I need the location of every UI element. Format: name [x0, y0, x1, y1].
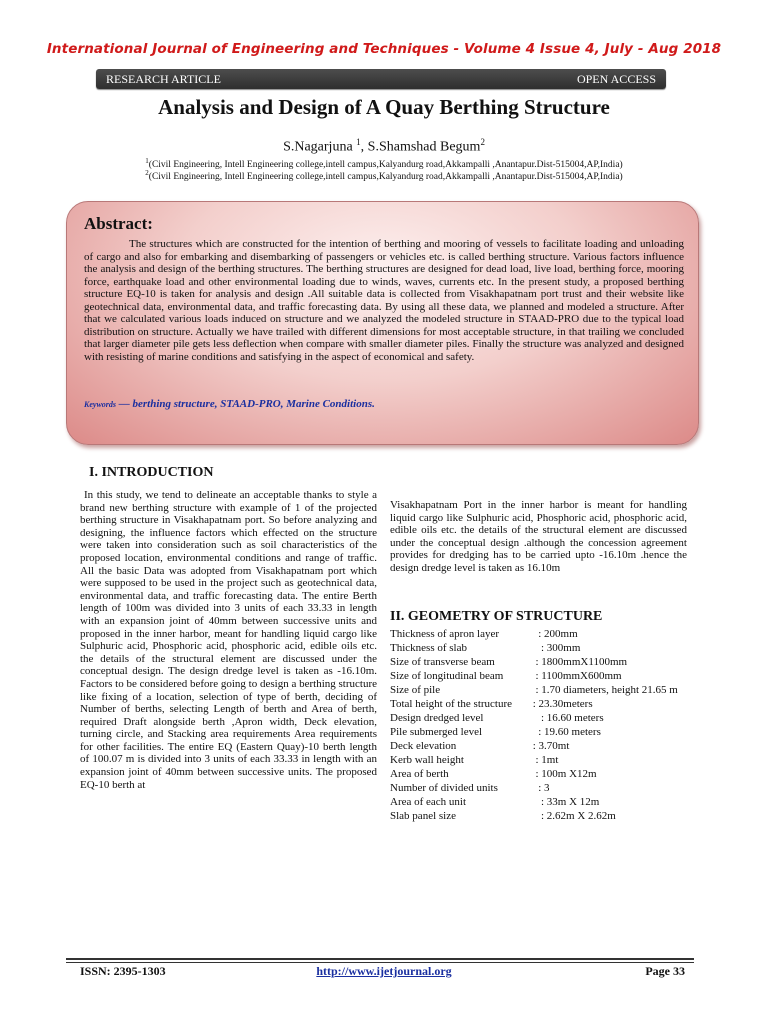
keywords-label: Keywords — [84, 400, 116, 409]
section-2-heading: II. GEOMETRY OF STRUCTURE — [390, 609, 603, 624]
geometry-key: Area of berth — [390, 768, 449, 780]
geometry-row — [390, 627, 678, 641]
geometry-key: Kerb wall height — [390, 754, 464, 766]
geometry-value: : 3 — [530, 782, 550, 794]
journal-header: International Journal of Engineering and Techniques - Volume 4 Issue 4, July - Aug 2018 — [46, 41, 722, 57]
geometry-row — [390, 739, 678, 753]
geometry-key: Slab panel size — [390, 810, 456, 822]
section-1-heading: I. INTRODUCTION — [89, 465, 214, 480]
geometry-row — [390, 697, 678, 711]
geometry-row — [390, 669, 678, 683]
article-type-bar — [96, 69, 666, 89]
geometry-key: Size of pile — [390, 684, 441, 696]
affiliation-1-sup: 1 — [145, 157, 149, 165]
geometry-key: Design dredged level — [390, 712, 484, 724]
geometry-value: : 1.70 diameters, height 21.65 m — [530, 684, 678, 696]
affiliation-2 — [0, 169, 768, 182]
abstract-text: The structures which are constructed for the intention of berthing and mooring of vessels to facilitate loading and unloading of cargo and also for embarking and disembarking of passengers or vehicles etc. is called berthing structure. Various factors influence the analysis and design of the berthing structures. The berthing structures are designed for dead load, live load, berthing force, mooring force, earthquake load and other environmental loading due to winds, waves, currents etc. In the present study, a proposed berthing structure EQ-10 is taken for analysis and design .All suitable data is collected from Visakhapatnam port trust and their website like geotechnical data, environmental data, and traffic forecasting data. By using all these data, we planned and modeled a structure. After that we calculated various loads induced on structure and we analyzed the modeled structure in STAAD-PRO due to the typical load distribution on structure. Actually we have trailed with different dimensions for most acceptable structure, in that trailing we concluded that larger diameter pile gets less deflection when compare with smaller diameter piles. Finally the structure was analyzed and designed with resisting of marine conditions and satisfying in the aspect of economical and safety. — [84, 238, 684, 363]
geometry-row — [390, 683, 678, 697]
geometry-value: : 200mm — [530, 628, 578, 640]
geometry-row — [390, 809, 678, 823]
geometry-key: Deck elevation — [390, 740, 457, 752]
geometry-key: Size of transverse beam — [390, 656, 495, 668]
footer-divider — [66, 958, 694, 960]
author-1: S.Nagarjuna — [283, 139, 357, 155]
geometry-value: : 16.60 meters — [530, 712, 604, 724]
geometry-value: : 100m X12m — [530, 768, 597, 780]
keywords-text: — berthing structure, STAAD-PRO, Marine Conditions. — [116, 398, 375, 410]
abstract-heading: Abstract: — [84, 214, 153, 233]
geometry-value: : 2.62m X 2.62m — [530, 810, 616, 822]
research-article-label: RESEARCH ARTICLE — [106, 72, 221, 86]
geometry-value: : 23.30meters — [530, 698, 593, 710]
affiliation-2-text: (Civil Engineering, Intell Engineering college,intell campus,Kalyandurg road,Akkampalli ,Anantapur.Dist-515004,AP,India) — [148, 172, 623, 183]
keywords-line — [84, 398, 375, 410]
geometry-key: Thickness of apron layer — [390, 628, 500, 640]
author-2: , S.Shamshad Begum — [360, 139, 481, 155]
geometry-row — [390, 725, 678, 739]
geometry-key: Pile submerged level — [390, 726, 483, 738]
affiliation-1-text: (Civil Engineering, Intell Engineering college,intell campus,Kalyandurg road,Akkampalli ,Anantapur.Dist-515004,AP,India) — [148, 160, 623, 171]
geometry-value: : 1800mmX1100mm — [530, 656, 628, 668]
footer-journal-link[interactable]: http://www.ijetjournal.org — [316, 964, 452, 978]
affiliation-2-sup: 2 — [145, 169, 149, 177]
geometry-key: Thickness of slab — [390, 642, 467, 654]
geometry-row — [390, 753, 678, 767]
geometry-key: Total height of the structure — [390, 698, 513, 710]
author-1-sup: 1 — [356, 137, 361, 147]
section-1-left-text: In this study, we tend to delineate an acceptable thanks to style a brand new berthing structure with example of 1 of the projected berthing structure in Visakhapatnam port. So before analyzing and designing, the influence factors which effected on the structure were taken into consideration such as soil characteristics of the proposed location, environmental conditions and range of traffic. All the basic Data was adopted from Visakhapatnam port which were supposed to be used in the project such as geotechnical data, environmental data, and traffic forecasting data. The entire Berth length of 100m was divided into 3 units of each 33.33 in length with an expansion joint of 40mm between successive units and proposed in the inner harbor, meant for handling liquid cargo like Sulphuric acid, Phosphoric acid, phosphoric acid, edible oils etc. the details of the structural element are discussed under the conceptual design. The design dredge level is taken as -16.10m. Factors to be considered before going to design a berthing structure like fixing of a location, selection of type of berth, deciding of Number of berths, selecting Length of berth and Area of berth, required Draft alongside berth ,Apron width, Deck elevation, turning circle, and Stacking area requirements Area requirements for other facilities. The entire EQ (Eastern Quay)-10 berth length of 100.07 m is divided into 3 units of each 33.33 in length with an expansion joint of 40mm between successive units. The proposed EQ-10 berth at — [80, 489, 377, 791]
geometry-row — [390, 767, 678, 781]
geometry-value: : 3.70mt — [530, 740, 570, 752]
geometry-row — [390, 781, 678, 795]
geometry-row — [390, 655, 678, 669]
footer-divider-thin — [66, 962, 694, 963]
footer-issn: ISSN: 2395-1303 — [80, 964, 166, 978]
geometry-table — [390, 627, 678, 823]
geometry-value: : 1mt — [530, 754, 559, 766]
open-access-label: OPEN ACCESS — [576, 72, 656, 86]
footer-page-number: Page 33 — [645, 964, 685, 978]
authors-line — [0, 137, 768, 156]
geometry-key: Size of longitudinal beam — [390, 670, 504, 682]
geometry-key: Area of each unit — [390, 796, 467, 808]
paper-title: Analysis and Design of A Quay Berthing Structure — [158, 95, 610, 119]
geometry-value: : 300mm — [530, 642, 581, 654]
geometry-row — [390, 711, 678, 725]
author-2-sup: 2 — [480, 137, 485, 147]
geometry-value: : 1100mmX600mm — [530, 670, 622, 682]
geometry-value: : 33m X 12m — [530, 796, 600, 808]
geometry-value: : 19.60 meters — [530, 726, 601, 738]
geometry-row — [390, 795, 678, 809]
geometry-key: Number of divided units — [390, 782, 498, 794]
section-1-right-text: Visakhapatnam Port in the inner harbor is meant for handling liquid cargo like Sulphuric acid, Phosphoric acid, phosphoric acid, edible oils etc. the details of the structural element are discussed under the conceptual design .although the concession agreement provides for dredging has to be carried upto -16.10m .hence the design dredge level is taken as 16.10m — [390, 499, 687, 574]
geometry-row — [390, 641, 678, 655]
